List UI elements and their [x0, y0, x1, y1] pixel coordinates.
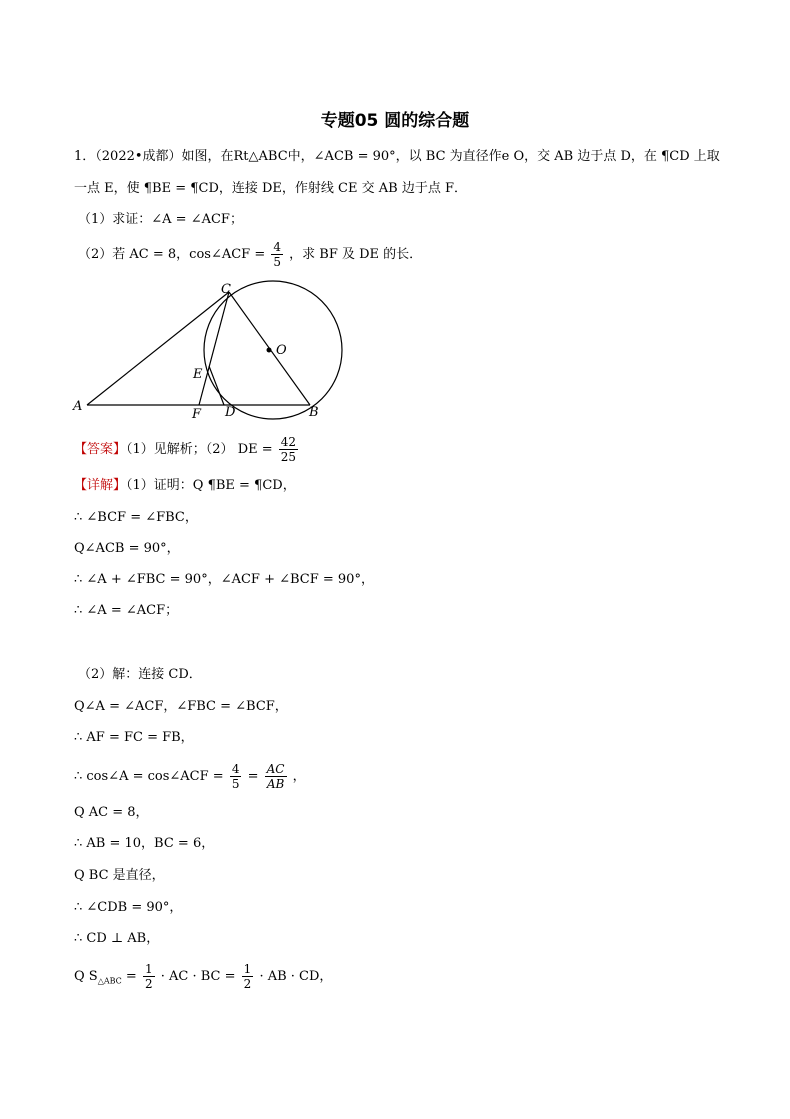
segment-de [209, 366, 224, 405]
p2-l3-den-2: AB [266, 777, 285, 791]
center-point-o [267, 348, 272, 353]
p2-l9-fraction-1 [143, 962, 155, 991]
q2-suffix: ，求 BF 及 DE 的长． [289, 247, 423, 262]
p2-l9-subscript: △ABC [97, 976, 122, 986]
solution-p2-line-5: ∴ AB = 10，BC = 6， [74, 836, 215, 851]
solution-p2-line-8: ∴ CD ⊥ AB， [74, 931, 160, 946]
problem-line-2: 一点 E，使 ¶BE = ¶CD，连接 DE，作射线 CE 交 AB 边于点 F． [74, 181, 467, 196]
solution-p1-line-3: ∴ ∠A + ∠FBC = 90°，∠ACF + ∠BCF = 90°， [74, 572, 374, 587]
label-a: A [73, 399, 83, 414]
label-d: D [225, 405, 236, 420]
q2-fraction-num: 4 [273, 240, 281, 254]
q2-fraction [271, 240, 283, 269]
solution-p2-line-2: ∴ AF = FC = FB， [74, 730, 194, 745]
circle-o [204, 281, 342, 419]
question-2 [78, 240, 422, 269]
question-1: （1）求证：∠A = ∠ACF； [78, 212, 243, 227]
answer-fraction [279, 435, 298, 464]
label-o: O [276, 343, 287, 358]
solution-p2-line-1: Q∠A = ∠ACF，∠FBC = ∠BCF， [74, 699, 288, 714]
solution-p1-line-4: ∴ ∠A = ∠ACF； [74, 603, 179, 618]
solution-part1-head: （1）证明：Q ¶BE = ¶CD， [126, 478, 296, 493]
p2-l9-equals: = [125, 969, 137, 984]
solution-p2-line-4: Q AC = 8， [74, 805, 149, 820]
segment-ac [87, 292, 229, 405]
solution-p1-line-1: ∴ ∠BCF = ∠FBC， [74, 510, 198, 525]
page-title: 专题05 圆的综合题 [320, 111, 470, 131]
solution-p2-line-9 [74, 962, 332, 991]
p2-l3-fraction-1 [230, 762, 242, 791]
label-c: C [221, 282, 231, 297]
answer-line [74, 435, 300, 464]
p2-l9-middle: · AC · BC = [160, 969, 236, 984]
p2-l9-den-1: 2 [144, 977, 153, 991]
answer-text: （1）见解析；（2） DE = [126, 442, 273, 457]
geometry-figure [0, 280, 790, 420]
p2-l3-den-1: 5 [231, 777, 240, 791]
p2-l3-prefix: ∴ cos∠A = cos∠ACF = [74, 769, 224, 784]
solution-p2-head: （2）解：连接 CD． [78, 667, 202, 682]
solution-p2-line-6: Q BC 是直径， [74, 868, 165, 883]
p2-l9-prefix: Q S [74, 969, 98, 984]
solution-p2-line-7: ∴ ∠CDB = 90°， [74, 900, 183, 915]
answer-fraction-den: 25 [280, 450, 297, 464]
p2-l3-num-2: AC [266, 762, 285, 776]
p2-l9-suffix: · AB · CD， [259, 969, 333, 984]
q2-prefix: （2）若 AC = 8，cos∠ACF = [78, 247, 266, 262]
solution-head [74, 477, 296, 495]
p2-l9-num-2: 1 [243, 962, 252, 976]
label-f: F [192, 407, 202, 420]
p2-l3-equals: = [247, 769, 259, 784]
p2-l9-den-2: 2 [243, 977, 252, 991]
p2-l9-fraction-2 [242, 962, 254, 991]
p2-l3-fraction-2 [265, 762, 287, 791]
problem-line-1: 1．（2022•成都）如图，在Rt△ABC中，∠ACB = 90°，以 BC 为直径作e O，交 AB 边于点 D，在 ¶CD 上取 [74, 149, 720, 164]
p2-l3-num-1: 4 [231, 762, 240, 776]
p2-l9-num-1: 1 [144, 962, 153, 976]
answer-tag: 【答案】 [74, 442, 127, 457]
label-e: E [193, 367, 203, 382]
solution-p2-line-3 [74, 762, 306, 791]
solution-tag: 【详解】 [74, 478, 127, 493]
solution-p1-line-2: Q∠ACB = 90°， [74, 541, 180, 556]
p2-l3-suffix: ， [292, 769, 306, 784]
answer-fraction-num: 42 [280, 435, 297, 449]
label-b: B [309, 405, 319, 420]
q2-fraction-den: 5 [273, 255, 281, 269]
